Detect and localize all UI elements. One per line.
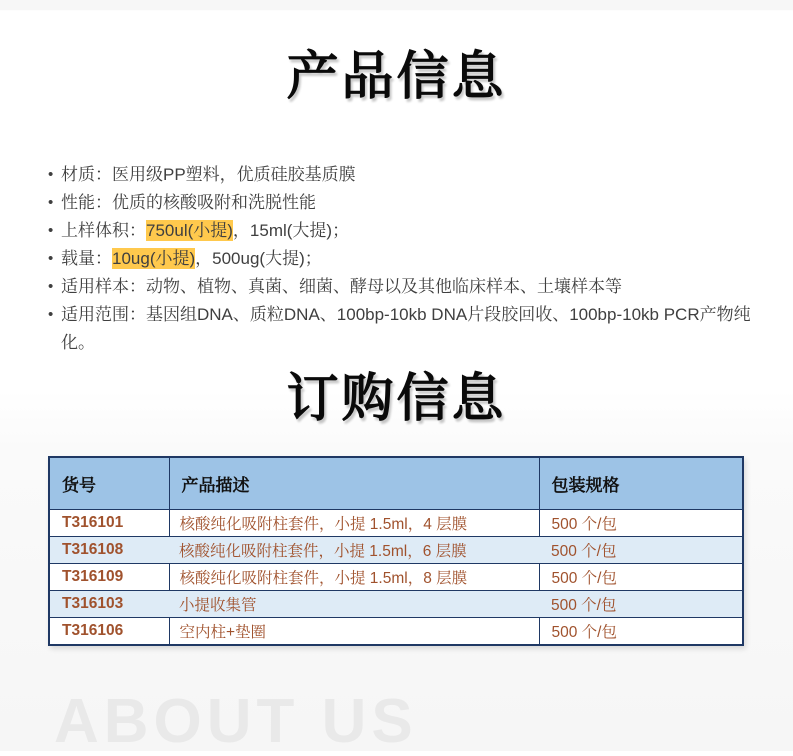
product-code-cell: T316103 bbox=[49, 591, 169, 618]
spec-text: 上样体积： bbox=[61, 221, 146, 240]
product-description-cell: 核酸纯化吸附柱套件，小提 1.5ml，4 层膜 bbox=[169, 510, 539, 537]
package-spec-cell: 500 个/包 bbox=[539, 564, 743, 591]
table-row bbox=[49, 618, 743, 646]
spec-item-material bbox=[48, 161, 770, 189]
package-spec-cell: 500 个/包 bbox=[539, 591, 743, 618]
package-spec-cell: 500 个/包 bbox=[539, 510, 743, 537]
product-code-cell: T316108 bbox=[49, 537, 169, 564]
spec-text: 材质：医用级PP塑料，优质硅胶基质膜 bbox=[61, 165, 356, 184]
product-description-cell: 小提收集管 bbox=[169, 591, 539, 618]
page-top-strip bbox=[0, 0, 793, 11]
col-header-package-spec: 包装规格 bbox=[539, 457, 743, 510]
col-header-product-code: 货号 bbox=[49, 457, 169, 510]
product-description-cell: 空内柱+垫圈 bbox=[169, 618, 539, 646]
package-spec-cell: 500 个/包 bbox=[539, 618, 743, 646]
table-row bbox=[49, 591, 743, 618]
ordering-info-title: 订购信息 bbox=[286, 370, 507, 428]
spec-text: ，500ug(大提)； bbox=[195, 249, 322, 268]
product-spec-list bbox=[48, 161, 770, 357]
spec-item-performance bbox=[48, 189, 770, 217]
product-code-cell: T316109 bbox=[49, 564, 169, 591]
ordering-table bbox=[48, 456, 744, 646]
product-code-cell: T316101 bbox=[49, 510, 169, 537]
product-code-cell: T316106 bbox=[49, 618, 169, 646]
package-spec-cell: 500 个/包 bbox=[539, 537, 743, 564]
table-row bbox=[49, 564, 743, 591]
table-row bbox=[49, 537, 743, 564]
highlighted-text: 10ug(小提) bbox=[112, 249, 196, 268]
spec-text: 适用范围：基因组DNA、质粒DNA、100bp-10kb DNA片段胶回收、100bp-10kb PCR产物纯化。 bbox=[61, 305, 751, 352]
spec-item-applications bbox=[48, 301, 770, 357]
table-header-row bbox=[49, 457, 743, 510]
spec-item-loading-volume bbox=[48, 217, 770, 245]
highlighted-text: 750ul(小提) bbox=[146, 221, 233, 240]
product-description-cell: 核酸纯化吸附柱套件，小提 1.5ml，6 层膜 bbox=[169, 537, 539, 564]
about-us-watermark: ABOUT US bbox=[54, 687, 418, 756]
spec-text: 性能：优质的核酸吸附和洗脱性能 bbox=[61, 193, 316, 212]
spec-text: ，15ml(大提)； bbox=[232, 221, 350, 240]
spec-item-capacity bbox=[48, 245, 770, 273]
table-row bbox=[49, 510, 743, 537]
spec-text: 适用样本：动物、植物、真菌、细菌、酵母以及其他临床样本、土壤样本等 bbox=[61, 277, 622, 296]
product-description-cell: 核酸纯化吸附柱套件，小提 1.5ml，8 层膜 bbox=[169, 564, 539, 591]
spec-text: 载量： bbox=[61, 249, 112, 268]
spec-item-samples bbox=[48, 273, 770, 301]
col-header-product-description: 产品描述 bbox=[169, 457, 539, 510]
product-info-title: 产品信息 bbox=[286, 48, 507, 106]
